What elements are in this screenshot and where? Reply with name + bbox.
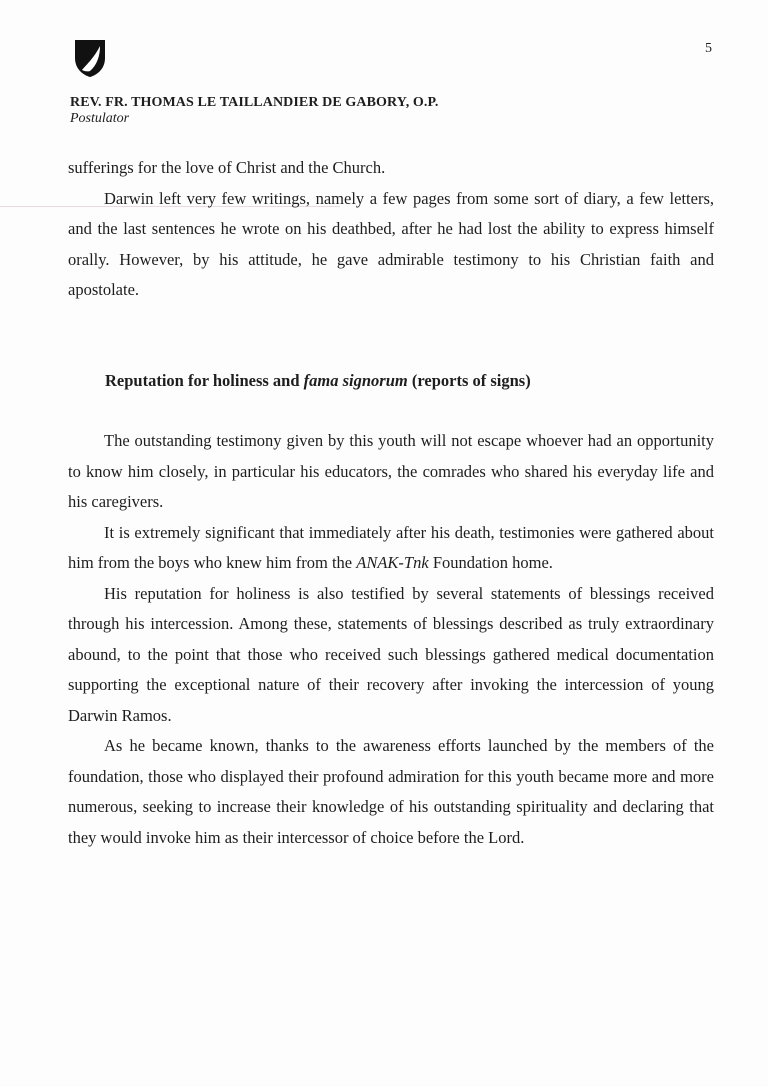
paragraph: Darwin left very few writings, namely a few pages from some sort of diary, a few letters, and the last sentences he wrote on his deathbed, after he had lost the ability to express himself orally. However, by his attitude, he gave admirable testimony to his Christian faith and apostolate. (68, 188, 714, 299)
paragraph (68, 518, 714, 579)
foundation-name: ANAK-Tnk (356, 553, 429, 572)
paragraph: sufferings for the love of Christ and the Church. (68, 158, 386, 177)
text-block-reputation (68, 426, 714, 853)
author-name: REV. FR. THOMAS LE TAILLANDIER DE GABORY, O.P. (70, 95, 439, 110)
text-block-continuation (68, 153, 714, 306)
shield-emblem-icon (73, 38, 107, 78)
author-role: Postulator (70, 111, 130, 126)
heading-italic-text: fama signorum (303, 371, 408, 390)
heading-text: (reports of signs) (407, 371, 531, 390)
section-heading (105, 371, 531, 391)
paragraph-text: Foundation home. (428, 553, 553, 572)
paragraph: As he became known, thanks to the awareness efforts launched by the members of the foundation, those who displayed their profound admiration for this youth became more and more numerous, seeking to increase their knowledge of his outstanding spirituality and declaring that they would invoke him as their intercessor of choice before the Lord. (68, 736, 714, 847)
page-number: 5 (705, 41, 712, 56)
paragraph: His reputation for holiness is also testified by several statements of blessings received through his intercession. Among these, statements of blessings described as truly extraordinary abound, to the point that those who received such blessings gathered medical documentation supporting the exceptional nature of their recovery after invoking the intercession of young Darwin Ramos. (68, 583, 714, 725)
paragraph-text: It is extremely significant that immediately after his death, testimonies were gathered about him from the boys who knew him from the (68, 522, 714, 572)
paragraph: The outstanding testimony given by this youth will not escape whoever had an opportunity to know him closely, in particular his educators, the comrades who shared his everyday life and his caregivers. (68, 431, 714, 511)
heading-text: Reputation for holiness and (105, 371, 304, 390)
